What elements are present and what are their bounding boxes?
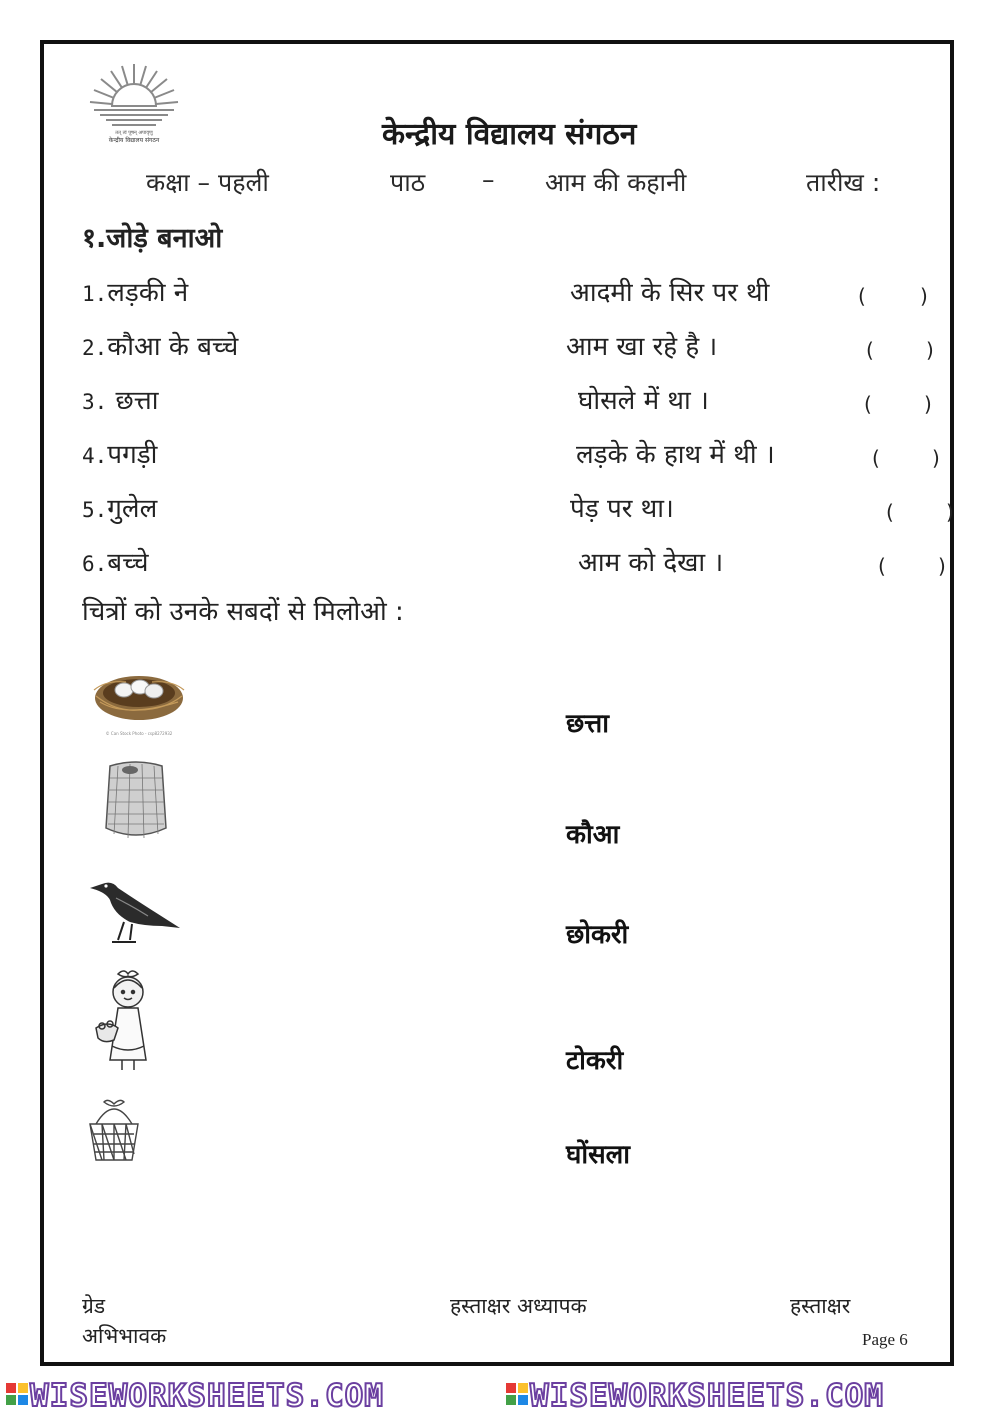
match-row-left [82, 327, 238, 363]
match-word: घोंसला [566, 1140, 631, 1170]
match-row-right: पेड़ पर था। [570, 494, 674, 524]
answer-open-paren: ( [872, 446, 880, 470]
row-left-text: गुलेल [107, 494, 158, 524]
row-number: 4. [82, 444, 108, 468]
row-number: 3. [82, 390, 108, 414]
row-number: 1. [82, 282, 108, 306]
brand-logo-icon [6, 1383, 28, 1405]
answer-close-paren: ) [932, 446, 940, 470]
row-left-text: बच्चे [107, 548, 149, 578]
answer-open-paren: ( [878, 554, 886, 578]
match-row-left [82, 381, 159, 417]
answer-close-paren: ) [920, 284, 928, 308]
answer-open-paren: ( [864, 392, 872, 416]
match-row-right: घोसले में था । [578, 386, 709, 416]
nest-picture [86, 660, 192, 738]
page-title: केन्द्रीय विद्यालय संगठन [382, 117, 637, 152]
answer-close-paren: ) [924, 392, 932, 416]
row-left-text: छत्ता [107, 386, 159, 416]
logo-caption: केन्द्रीय विद्यालय संगठन [108, 137, 160, 144]
match-pictures-instruction: चित्रों को उनके सबदों से मिलोओ : [82, 597, 404, 627]
answer-close-paren: ) [926, 338, 934, 362]
nest-photo-caption: © Can Stock Photo - csp8272932 [105, 731, 173, 736]
teacher-signature-label: हस्ताक्षर अध्यापक [450, 1294, 587, 1318]
brand-watermark: WISEWORKSHEETS.COM [530, 1378, 884, 1414]
match-row-right: लड़के के हाथ में थी । [576, 440, 775, 470]
match-row-left [82, 273, 188, 309]
match-word: टोकरी [566, 1046, 624, 1076]
row-left-text: कौआ के बच्चे [107, 332, 239, 362]
match-row-right: आम खा रहे है । [566, 332, 718, 362]
signature-label: हस्ताक्षर [790, 1294, 851, 1318]
lesson-label: पाठ [390, 168, 426, 197]
lesson-dash: – [482, 165, 495, 194]
class-label: कक्षा – पहली [146, 168, 269, 197]
answer-open-paren: ( [886, 500, 894, 524]
parent-label: अभिभावक [82, 1324, 167, 1348]
row-number: 2. [82, 336, 108, 360]
match-row-right: आम को देखा । [578, 548, 724, 578]
grade-label: ग्रेड [82, 1294, 106, 1318]
date-label: तारीख : [806, 168, 881, 197]
answer-open-paren: ( [858, 284, 866, 308]
row-left-text: लड़की ने [107, 278, 189, 308]
crow-picture [86, 874, 184, 946]
row-number: 5. [82, 498, 108, 522]
kvs-logo [84, 58, 184, 150]
girl-picture [88, 966, 172, 1074]
row-number: 6. [82, 552, 108, 576]
match-row-left [82, 435, 157, 471]
match-word: छत्ता [566, 709, 609, 739]
beehive-picture [100, 758, 172, 844]
answer-close-paren: ) [938, 554, 946, 578]
row-left-text: पगड़ी [107, 440, 158, 470]
page-number: Page 6 [862, 1330, 908, 1349]
match-row-left [82, 489, 157, 525]
section-heading: १.जोड़े बनाओ [82, 223, 223, 254]
answer-open-paren: ( [866, 338, 874, 362]
match-row-right: आदमी के सिर पर थी [570, 278, 770, 308]
brand-watermark: WISEWORKSHEETS.COM [30, 1378, 384, 1414]
match-word: कौआ [566, 820, 620, 850]
logo-motto: तत् त्वं पूषन् अपावृणु [115, 130, 153, 136]
brand-logo-icon [506, 1383, 528, 1405]
answer-close-paren: ) [946, 500, 954, 524]
basket-picture [86, 1096, 142, 1166]
lesson-name: आम की कहानी [545, 168, 687, 197]
match-word: छोकरी [566, 920, 629, 950]
match-row-left [82, 543, 148, 579]
